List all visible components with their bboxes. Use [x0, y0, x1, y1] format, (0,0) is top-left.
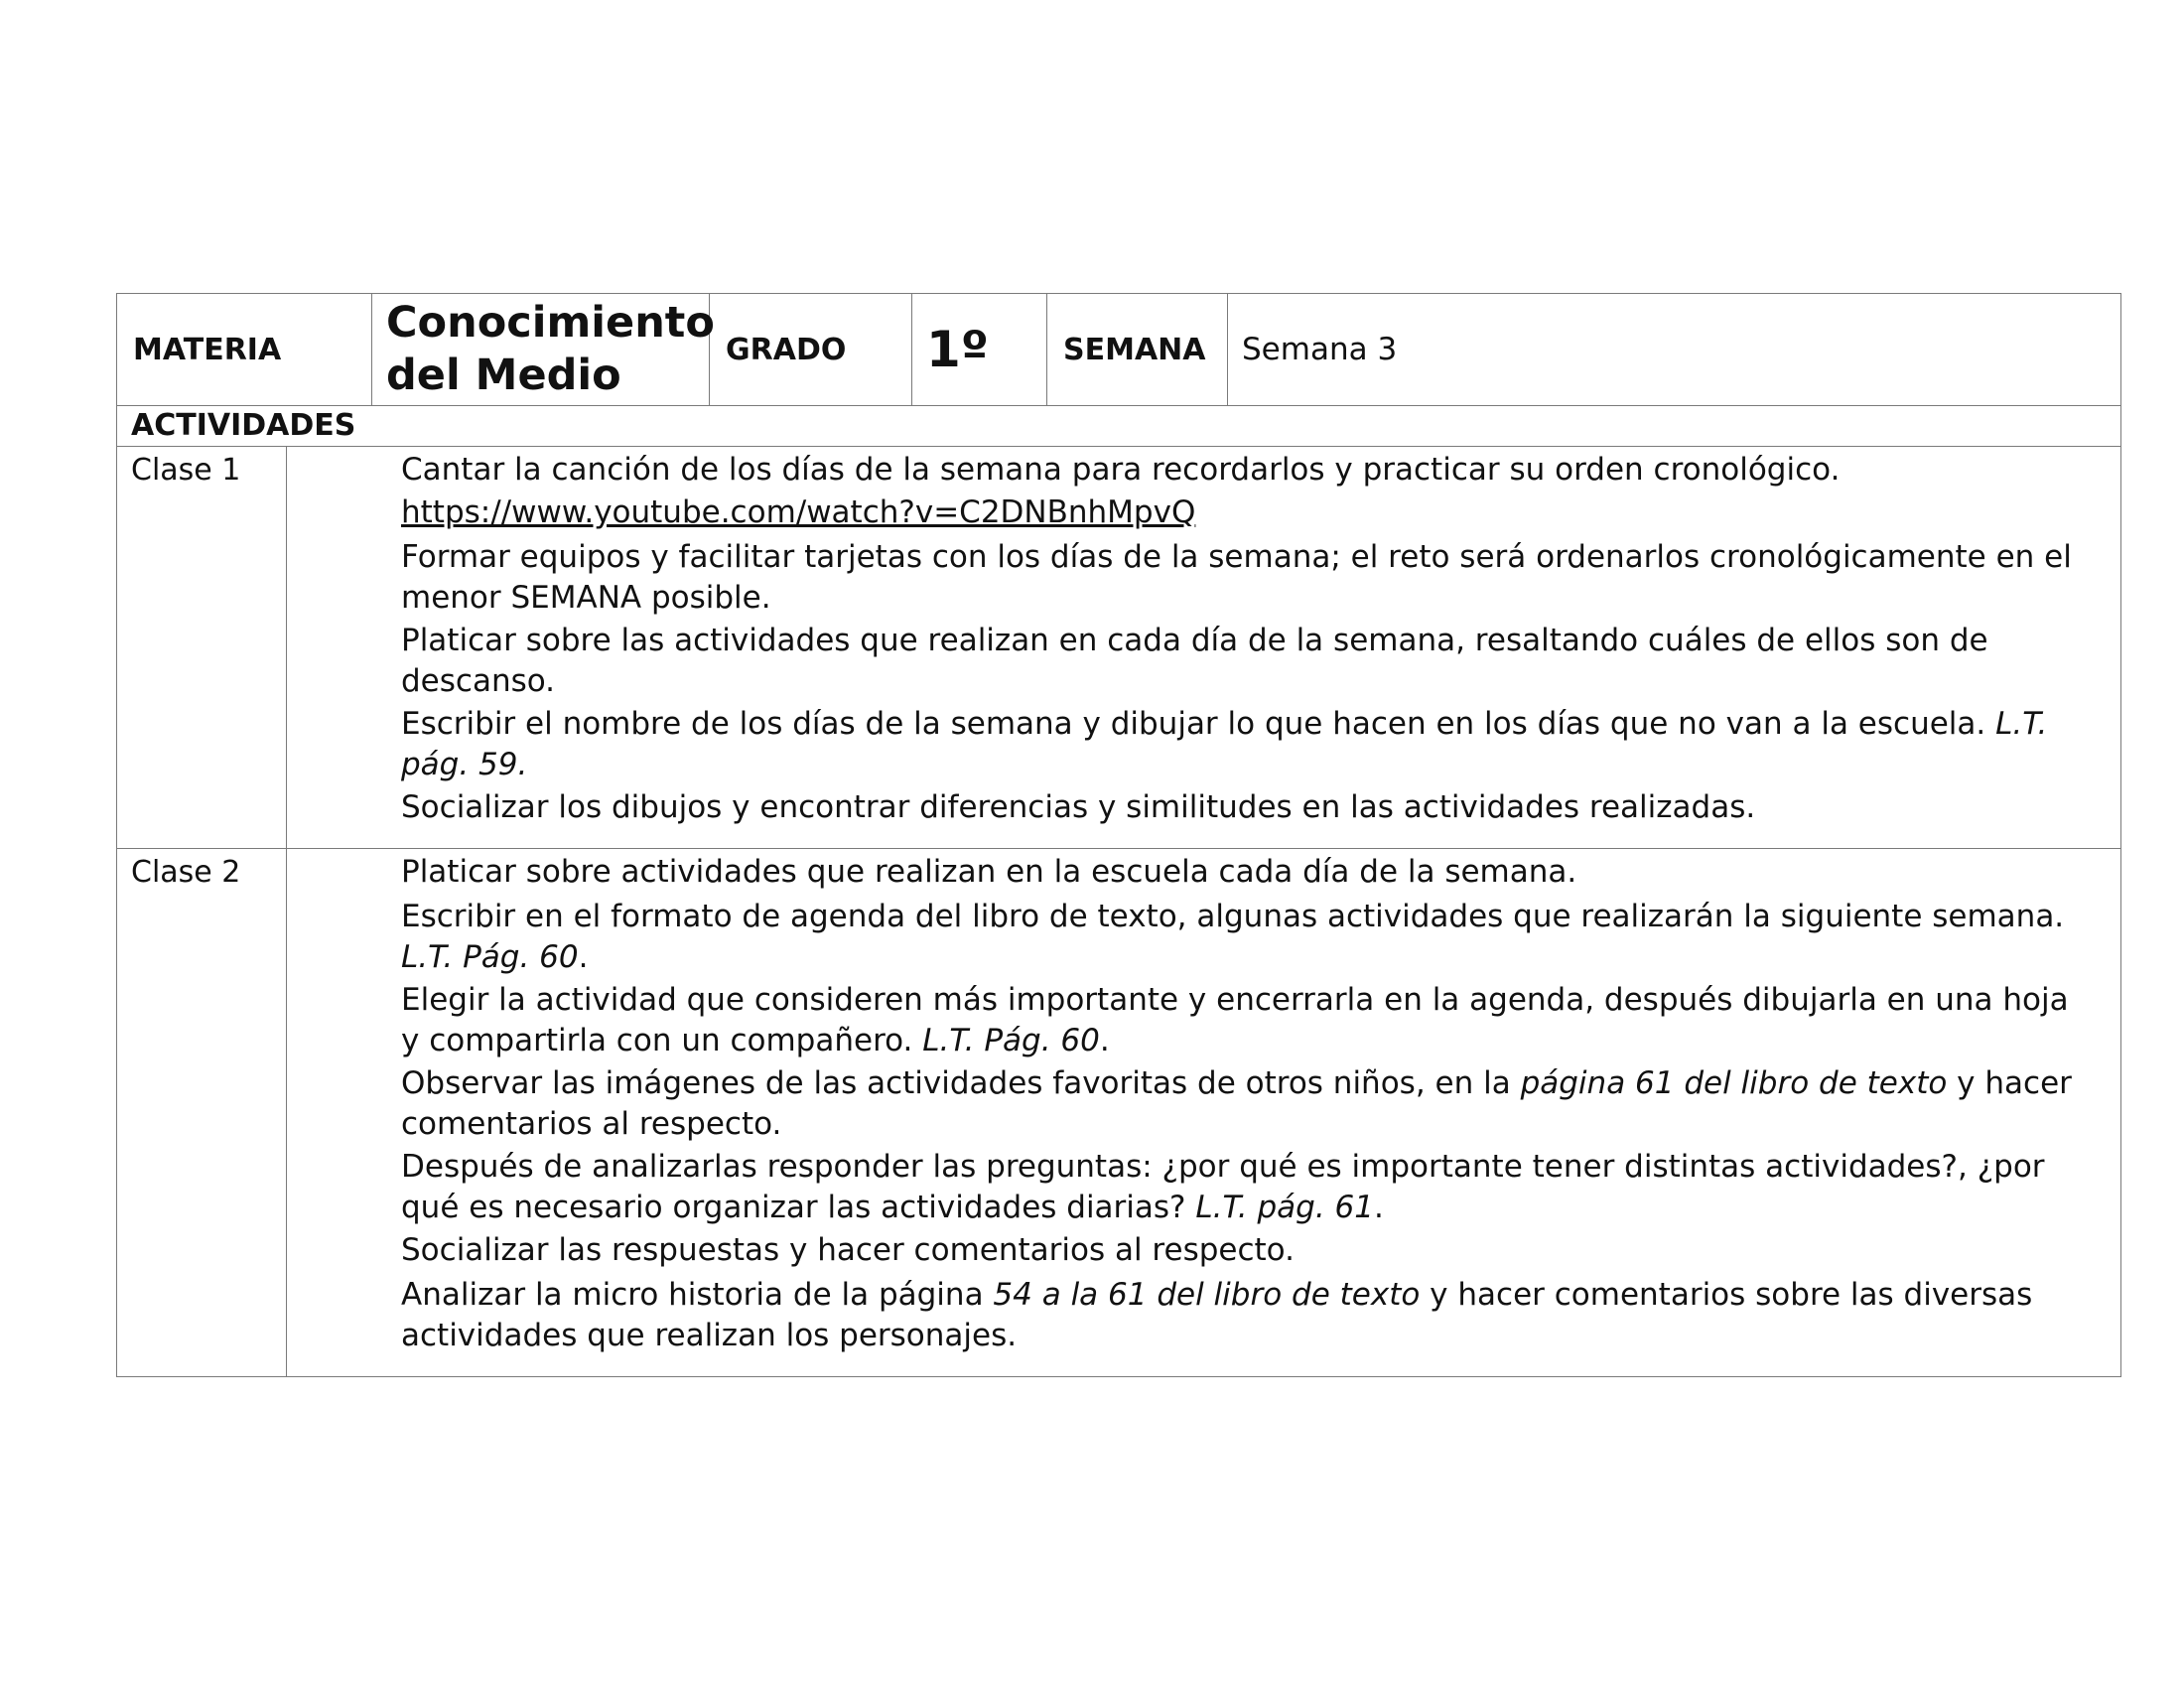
activity-item[interactable] — [401, 492, 2095, 533]
clase-activities — [287, 849, 2121, 1377]
grado-label: GRADO — [710, 294, 912, 406]
activity-item: Platicar sobre las actividades que realizan en cada día de la semana, resaltando cuáles de ellos son de descanso. — [401, 623, 1988, 699]
activity-item: Elegir la actividad que consideren más importante y encerrarla en la agenda, después dibujarla en una hoja y compartirla con un compañero. L.T. Pág. 60. — [401, 982, 2069, 1058]
clase-label: Clase 1 — [117, 447, 287, 849]
textbook-reference: 54 a la 61 del libro de texto — [993, 1277, 1421, 1313]
grado-value: 1º — [912, 294, 1047, 406]
activity-item: Formar equipos y facilitar tarjetas con los días de la semana; el reto será ordenarlos cronológicamente en el menor SEMANA posible. — [401, 539, 2072, 616]
actividades-heading: ACTIVIDADES — [117, 406, 2121, 447]
activity-item: Socializar los dibujos y encontrar diferencias y similitudes en las actividades realizadas. — [401, 789, 1756, 825]
clase-row — [117, 447, 2121, 849]
lesson-plan-table — [116, 293, 2121, 1377]
lesson-plan-document — [116, 293, 2120, 1377]
textbook-reference: L.T. Pág. 60 — [401, 939, 579, 975]
materia-label: MATERIA — [117, 294, 372, 406]
clase-label: Clase 2 — [117, 849, 287, 1377]
textbook-reference: L.T. pág. 61 — [1195, 1190, 1374, 1225]
activity-item: Cantar la canción de los días de la semana para recordarlos y practicar su orden cronológico. — [401, 452, 1841, 488]
actividades-row — [117, 406, 2121, 447]
clase-row — [117, 849, 2121, 1377]
activity-item: Observar las imágenes de las actividades favoritas de otros niños, en la página 61 del libro de texto y hacer comentarios al respecto. — [401, 1065, 2072, 1142]
semana-value: Semana 3 — [1228, 294, 2121, 406]
semana-label: SEMANA — [1047, 294, 1228, 406]
activity-item: Platicar sobre actividades que realizan en la escuela cada día de la semana. — [401, 854, 1577, 890]
materia-value: Conocimiento del Medio — [372, 294, 710, 406]
clase-activities — [287, 447, 2121, 849]
textbook-reference: L.T. Pág. 60 — [922, 1023, 1100, 1058]
activity-item: Escribir el nombre de los días de la semana y dibujar lo que hacen en los días que no van a la escuela. L.T. pág. 59. — [401, 706, 2048, 782]
textbook-reference: L.T. pág. 59. — [401, 706, 2048, 782]
activity-item: Después de analizarlas responder las preguntas: ¿por qué es importante tener distintas actividades?, ¿por qué es necesario organizar las actividades diarias? L.T. pág. 61. — [401, 1149, 2045, 1225]
activity-item: Socializar las respuestas y hacer comentarios al respecto. — [401, 1232, 1295, 1268]
textbook-reference: página 61 del libro de texto — [1520, 1065, 1948, 1101]
video-link[interactable]: https://www.youtube.com/watch?v=C2DNBnhMpvQ — [401, 494, 1196, 530]
activity-item: Analizar la micro historia de la página 54 a la 61 del libro de texto y hacer comentarios sobre las diversas actividades que realizan los personajes. — [401, 1277, 2033, 1353]
activity-item: Escribir en el formato de agenda del libro de texto, algunas actividades que realizarán la siguiente semana. L.T. Pág. 60. — [401, 899, 2065, 975]
header-row — [117, 294, 2121, 406]
